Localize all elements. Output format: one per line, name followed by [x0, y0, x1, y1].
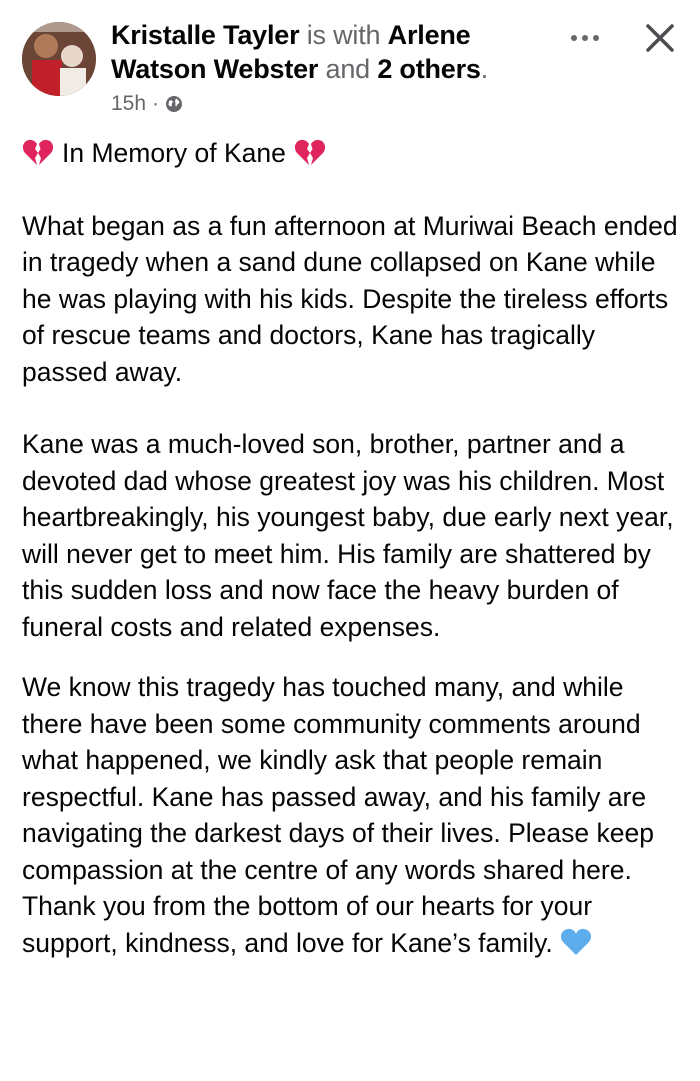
paragraph-3: We know this tragedy has touched many, and while there have been some community comments around what happened, we kindly ask that people remain respectful. Kane has passed away, and his family are navigating the darkest days of their lives. Please keep compassion at the centre of any words shared here. [22, 672, 654, 885]
avatar-photo [22, 22, 96, 96]
post-body [22, 135, 682, 961]
tagged-person[interactable]: Arlene Watson Webster [111, 20, 471, 84]
and-text: and [325, 54, 370, 84]
post-attribution [111, 18, 551, 86]
period: . [480, 54, 489, 84]
more-dot [571, 35, 577, 41]
close-icon [640, 18, 680, 58]
globe-icon[interactable] [165, 95, 183, 113]
broken-heart-icon [22, 138, 54, 168]
post-meta [111, 92, 551, 116]
broken-heart-icon [294, 138, 326, 168]
post-title: In Memory of Kane [62, 138, 286, 168]
author-name[interactable]: Kristalle Tayler [111, 20, 300, 50]
author-avatar[interactable] [22, 22, 96, 96]
close-button[interactable] [640, 18, 680, 58]
post-timestamp[interactable]: 15h [111, 92, 147, 115]
paragraph-1: What began as a fun afternoon at Muriwai Beach ended in tragedy when a sand dune collapsed on Kane while he was playing with his kids. Despite the tireless efforts of rescue teams and doctors, Kane has tragically passed away. [22, 210, 678, 387]
paragraph-4 [22, 888, 682, 961]
post-title-line [22, 135, 682, 172]
with-text: is with [306, 20, 381, 50]
others-link[interactable]: 2 others [377, 54, 481, 84]
meta-separator: · [152, 92, 160, 115]
paragraph-2: Kane was a much-loved son, brother, partner and a devoted dad whose greatest joy was his children. Most heartbreakingly, his youngest baby, due early next year, will never get to meet him. His family are shattered by this sudden loss and now face the heavy burden of funeral costs and related expenses. [22, 429, 674, 642]
more-options-button[interactable] [562, 24, 608, 52]
more-dot [593, 35, 599, 41]
header-text [111, 18, 551, 116]
post-header [22, 18, 678, 118]
blue-heart-icon [560, 927, 592, 957]
more-dot [582, 35, 588, 41]
paragraph-4-text: Thank you from the bottom of our hearts for your support, kindness, and love for Kane’s family. [22, 891, 593, 958]
